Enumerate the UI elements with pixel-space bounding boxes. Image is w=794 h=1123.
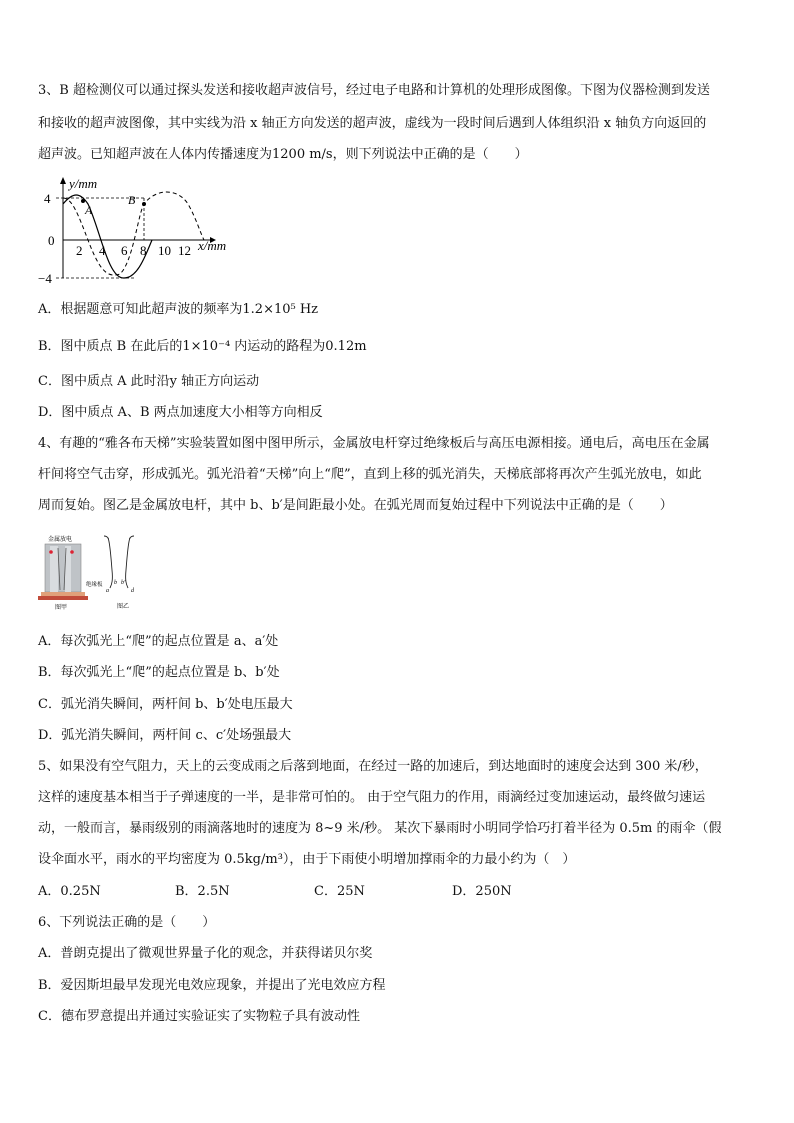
q4-option-d: D．弧光消失瞬间，两杆间 c、c′处场强最大 (38, 728, 292, 743)
q3-option-a: A．根据题意可知此超声波的频率为1.2×10⁵ Hz (38, 302, 319, 317)
y-tick-4: 4 (44, 191, 51, 206)
q5-stem-line-2: 这样的速度基本相当于子弹速度的一半，是非常可怕的。 由于空气阻力的作用，雨滴经过变加速运动，最终做匀速运 (38, 790, 706, 805)
x-tick-10: 10 (158, 243, 171, 258)
q5-stem-line-3: 动，一般而言，暴雨级别的雨滴落地时的速度为 8~9 米/秒。 某次下暴雨时小明同学恰巧打着半径为 0.5m 的雨伞（假 (38, 821, 722, 836)
q3-wave-graph (38, 174, 248, 286)
label-insulating-board: 绝缘板 (86, 582, 103, 588)
q6-stem: 6、下列说法正确的是（ ） (38, 915, 216, 930)
q3-option-d: D．图中质点 A、B 两点加速度大小相等方向相反 (38, 405, 323, 420)
q5-option-c: C．25N (314, 884, 365, 899)
q3-stem-line-2: 和接收的超声波图像，其中实线为沿 x 轴正方向发送的超声波，虚线为一段时间后遇到人体组织沿 x 轴负方向返回的 (38, 116, 707, 131)
y-tick-neg4: −4 (38, 271, 52, 286)
q5-option-d: D．250N (452, 884, 512, 899)
q5-stem-line-4: 设伞面水平，雨水的平均密度为 0.5kg/m³），由于下雨使小明增加撑雨伞的力最小约为（ ） (38, 852, 576, 867)
rod-letter-b-prime: b′ (121, 580, 126, 586)
x-tick-6: 6 (121, 243, 128, 258)
x-tick-2: 2 (76, 243, 83, 258)
q3-option-b: B．图中质点 B 在此后的1×10⁻⁴ 内运动的路程为0.12m (38, 339, 367, 354)
x-tick-4: 4 (99, 243, 106, 258)
q5-option-a: A．0.25N (38, 884, 101, 899)
q6-option-c: C．德布罗意提出并通过实验证实了实物粒子具有波动性 (38, 1009, 360, 1024)
y-tick-0: 0 (48, 233, 55, 248)
q3-option-c: C．图中质点 A 此时沿y 轴正方向运动 (38, 374, 260, 389)
x-tick-12: 12 (178, 243, 191, 258)
q6-option-a: A．普朗克提出了微观世界量子化的观念，并获得诺贝尔奖 (38, 946, 373, 961)
q4-stem-line-3: 周而复始。图乙是金属放电杆，其中 b、b′是间距最小处。在弧光周而复始过程中下列说法中正确的是（ ） (38, 498, 673, 513)
rod-letter-b: b (114, 580, 117, 586)
q4-option-b: B．每次弧光上“爬”的起点位置是 b、b′处 (38, 665, 280, 680)
q4-option-c: C．弧光消失瞬间，两杆间 b、b′处电压最大 (38, 697, 293, 712)
point-b-label: B (128, 193, 136, 207)
x-tick-8: 8 (140, 243, 147, 258)
q5-stem-line-1: 5、如果没有空气阻力，天上的云变成雨之后落到地面，在经过一路的加速后，到达地面时的速度会达到 300 米/秒， (38, 759, 708, 774)
q4-option-a: A．每次弧光上“爬”的起点位置是 a、a′处 (38, 634, 279, 649)
q4-stem-line-2: 杆间将空气击穿，形成弧光。弧光沿着“天梯”向上“爬”，直到上移的弧光消失，天梯底部将再次产生弧光放电，如此 (38, 467, 702, 482)
q4-stem-line-1: 4、有趣的“雅各布天梯”实验装置如图中图甲所示，金属放电杆穿过绝缘板后与高压电源相接。通电后，高电压在金属 (38, 436, 710, 451)
q5-option-b: B．2.5N (175, 884, 230, 899)
x-axis-label: x/mm (198, 238, 227, 253)
point-a-label: A (85, 203, 93, 217)
caption-figure-jia: 图甲 (55, 605, 68, 611)
caption-figure-yi: 图乙 (117, 604, 130, 610)
q4-jacob-ladder-figure (38, 532, 158, 614)
label-metal-discharge: 金属放电 (48, 537, 73, 543)
y-axis-label: y/mm (69, 176, 98, 191)
rod-letter-d: d (131, 588, 134, 594)
q6-option-b: B．爱因斯坦最早发现光电效应现象，并提出了光电效应方程 (38, 978, 386, 993)
rod-letter-a: a (106, 588, 109, 594)
q3-stem-line-1: 3、B 超检测仪可以通过探头发送和接收超声波信号，经过电子电路和计算机的处理形成图像。下图为仪器检测到发送 (38, 83, 710, 98)
q3-stem-line-3: 超声波。已知超声波在人体内传播速度为1200 m/s，则下列说法中正确的是（ ） (38, 147, 528, 162)
